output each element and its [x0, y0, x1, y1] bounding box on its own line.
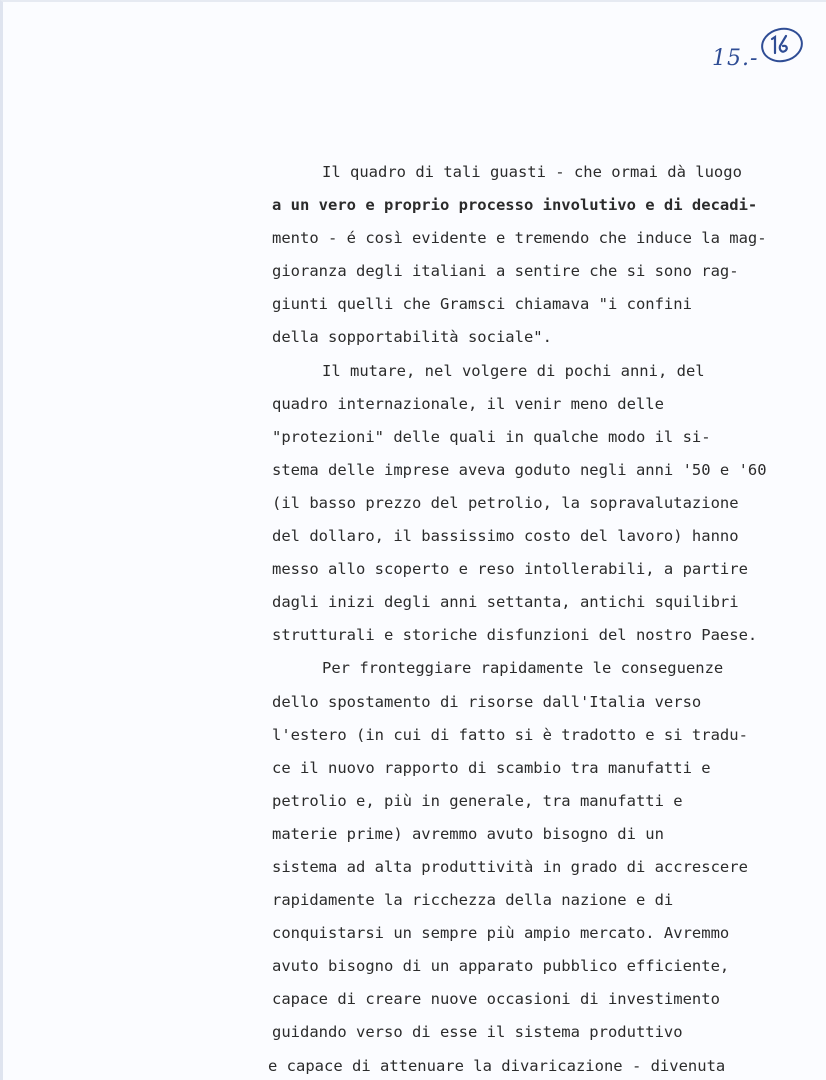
text-line: capace di creare nuove occasioni di investimento — [272, 990, 720, 1009]
text-line: a un vero e proprio processo involutivo e di decadi- — [272, 196, 758, 215]
text-line: messo allo scoperto e reso intollerabili, a partire — [272, 560, 748, 579]
text-line: strutturali e storiche disfunzioni del nostro Paese. — [272, 626, 758, 645]
body-text — [268, 156, 802, 1080]
text-line: l'estero (in cui di fatto si è tradotto e si tradu- — [272, 725, 748, 744]
handwritten-page-number: 15.- — [712, 46, 759, 71]
text-line: petrolio e, più in generale, tra manufatti e — [272, 791, 683, 810]
text-line: guidando verso di esse il sistema produttivo — [272, 1023, 683, 1042]
text-line: Il mutare, nel volgere di pochi anni, del — [322, 361, 705, 380]
text-line: "protezioni" delle quali in qualche modo il si- — [272, 427, 711, 446]
text-line: sistema ad alta produttività in grado di accrescere — [272, 857, 748, 876]
text-line: stema delle imprese aveva goduto negli anni '50 e '60 — [272, 460, 767, 479]
text-line: Il quadro di tali guasti - che ormai dà luogo — [322, 163, 742, 181]
text-line: mento - é così evidente e tremendo che induce la mag- — [272, 229, 767, 248]
text-line: (il basso prezzo del petrolio, la sopravalutazione — [272, 493, 739, 512]
text-line: conquistarsi un sempre più ampio mercato. Avremmo — [272, 924, 730, 943]
text-line: dagli inizi degli anni settanta, antichi squilibri — [272, 593, 739, 612]
text-line: Per fronteggiare rapidamente le conseguenze — [322, 659, 724, 678]
text-line: dello spostamento di risorse dall'Italia verso — [272, 692, 702, 711]
archive-number-stamp — [760, 26, 804, 64]
text-line: avuto bisogno di un apparato pubblico efficiente, — [272, 957, 730, 976]
text-line: gioranza degli italiani a sentire che si sono rag- — [272, 262, 739, 281]
text-line: del dollaro, il bassissimo costo del lavoro) hanno — [272, 527, 739, 546]
text-line: della sopportabilità sociale". — [272, 328, 552, 347]
text-line: materie prime) avremmo avuto bisogno di un — [272, 824, 664, 843]
text-line: rapidamente la ricchezza della nazione e di — [272, 891, 674, 910]
text-line: quadro internazionale, il venir meno delle — [272, 394, 664, 413]
text-line: e capace di attenuare la divaricazione - divenuta — [268, 1056, 726, 1075]
text-line: giunti quelli che Gramsci chiamava "i confini — [272, 295, 692, 314]
circled-number-icon — [760, 26, 804, 64]
text-line: ce il nuovo rapporto di scambio tra manufatti e — [272, 758, 711, 777]
